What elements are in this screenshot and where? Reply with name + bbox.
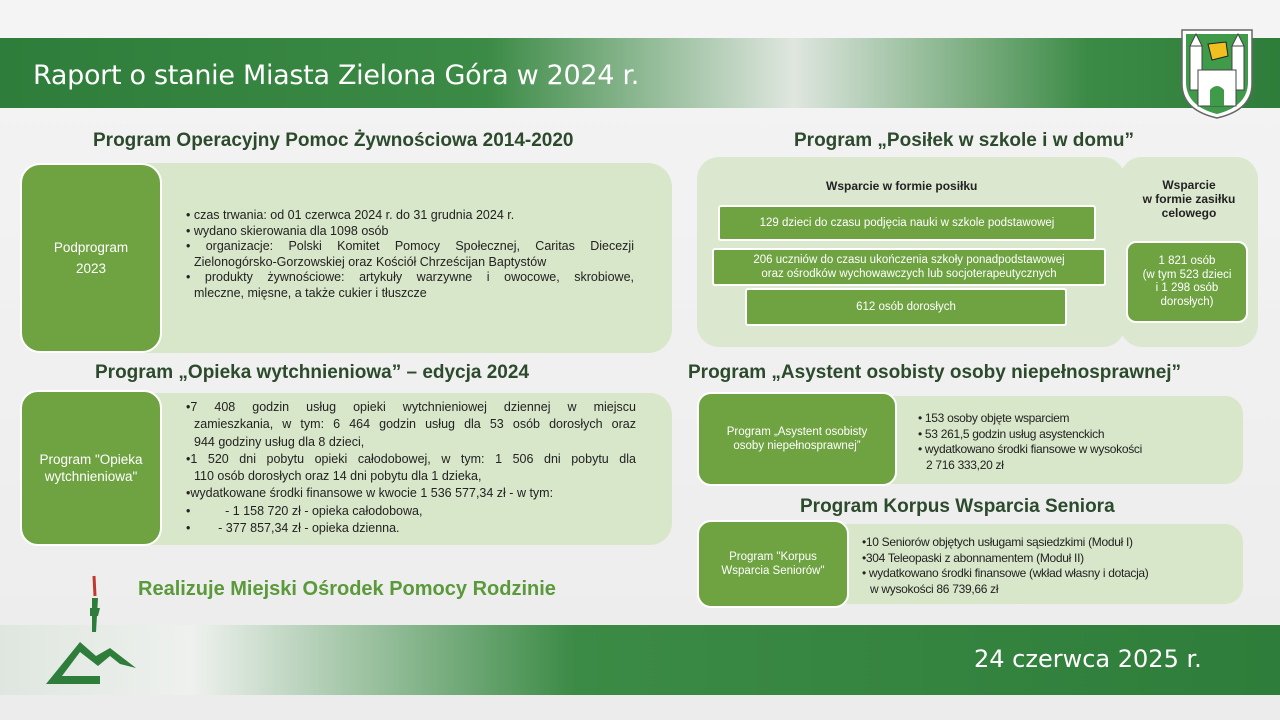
- page-title: Raport o stanie Miasta Zielona Góra w 2024 r.: [33, 60, 640, 91]
- opieka-heading: Program „Opieka wytchnieniowa” – edycja 2024: [95, 362, 530, 383]
- korpus-heading: Program Korpus Wsparcia Seniora: [800, 496, 1115, 517]
- list-item: • wydatkowano środki fiansowe w wysokości: [918, 442, 1142, 456]
- zasilek-box-line4: dorosłych): [1160, 295, 1214, 308]
- opieka-label-line2: wytchnieniowa": [44, 469, 138, 484]
- posilek-box-students: [712, 248, 1106, 286]
- zasilek-title: [1120, 178, 1258, 220]
- list-item: • wydano skierowania dla 1098 osób: [186, 223, 389, 238]
- list-item: •10 Seniorów objętych usługami sąsiedzkimi (Moduł I): [862, 535, 1133, 549]
- list-item: 2 716 333,20 zł: [926, 457, 1004, 472]
- opieka-list: [186, 399, 636, 537]
- asystent-list: [918, 411, 1142, 473]
- list-item: •wydatkowane środki finansowe w kwocie 1 536 577,34 zł - w tym:: [186, 486, 554, 501]
- list-item: • - 377 857,34 zł - opieka dzienna.: [186, 521, 400, 536]
- list-item: mleczne, mięsne, a także cukier i tłuszcze: [194, 285, 427, 300]
- posilek-box-students-line1: 206 uczniów do czasu ukończenia szkoły ponadpodstawowej: [753, 254, 1065, 266]
- asystent-label-box: [697, 392, 897, 486]
- korpus-label-line1: Program "Korpus: [729, 551, 817, 563]
- mopr-logo-icon: [40, 572, 140, 692]
- zasilek-title-line3: celowego: [1161, 206, 1217, 220]
- korpus-label-box: [697, 520, 849, 608]
- list-item: w wysokości 86 739,66 zł: [870, 581, 999, 596]
- opieka-label-line1: Program "Opieka: [39, 452, 143, 467]
- list-item: Zielonogórsko-Gorzowskiej oraz Kościół Chrześcijan Baptystów: [194, 254, 547, 269]
- pomoc-zywnosciowa-list: [186, 208, 634, 301]
- list-item: • 53 261,5 godzin usług asystenckich: [918, 426, 1105, 441]
- asystent-label-line2: osoby niepełnosprawnej”: [733, 440, 861, 452]
- opieka-label-box: [20, 390, 162, 546]
- list-item: zamieszkania, w tym: 6 464 godzin usług dla 53 osób dorosłych oraz: [194, 417, 636, 432]
- list-item: •7 408 godzin usług opieki wytchnieniowej dziennej w miejscu: [186, 400, 636, 414]
- podprogram-label-line2: 2023: [75, 261, 107, 276]
- zasilek-box-line1: 1 821 osób: [1158, 255, 1216, 267]
- korpus-label-line2: Wsparcia Seniorów": [721, 565, 825, 577]
- list-item: •1 520 dni pobytu opieki całodobowej, w tym: 1 506 dni pobytu dla: [186, 451, 636, 466]
- list-item: 944 godziny usług dla 8 dzieci,: [194, 434, 365, 449]
- posilek-box-adults: 612 osób dorosłych: [745, 288, 1067, 326]
- podprogram-label-box: [20, 163, 162, 353]
- city-crest-icon: [1178, 26, 1256, 120]
- asystent-heading: Program „Asystent osobisty osoby niepełnosprawnej”: [688, 362, 1182, 383]
- list-item: • wydatkowano środki finansowe (wkład własny i dotacja): [862, 566, 1149, 580]
- asystent-label-line1: Program „Asystent osobisty: [726, 426, 868, 438]
- posilek-box-students-line2: oraz ośrodków wychowawczych lub socjoterapeutycznych: [761, 268, 1057, 280]
- list-item: • organizacje: Polski Komitet Pomocy Społecznej, Caritas Diecezji: [186, 239, 634, 253]
- pomoc-zywnosciowa-heading: Program Operacyjny Pomoc Żywnościowa 2014-2020: [93, 130, 574, 151]
- list-item: • produkty żywnościowe: artykuły warzywne i owocowe, skrobiowe,: [186, 270, 634, 284]
- podprogram-label-line1: Podprogram: [53, 240, 129, 255]
- list-item: • czas trwania: od 01 czerwca 2024 r. do 31 grudnia 2024 r.: [186, 208, 515, 222]
- realizuje-text: Realizuje Miejski Ośrodek Pomocy Rodzinie: [138, 578, 556, 600]
- posilek-heading: Program „Posiłek w szkole i w domu”: [794, 130, 1134, 151]
- posilek-box-children: 129 dzieci do czasu podjęcia nauki w szkole podstawowej: [718, 205, 1096, 241]
- list-item: • - 1 158 720 zł - opieka całodobowa,: [186, 503, 423, 518]
- korpus-list: [862, 535, 1149, 597]
- list-item: •304 Teleopaski z abonnamentem (Moduł II): [862, 550, 1084, 565]
- footer-date: 24 czerwca 2025 r.: [974, 645, 1202, 673]
- posilek-title: Wsparcie w formie posiłku: [826, 179, 978, 193]
- zasilek-title-line2: w formie zasiłku: [1142, 192, 1236, 206]
- list-item: 110 osób dorosłych oraz 14 dni pobytu dla 1 dzieka,: [194, 469, 482, 484]
- list-item: • 153 osoby objęte wsparciem: [918, 411, 1070, 425]
- zasilek-box: [1126, 241, 1248, 323]
- zasilek-box-line2: (w tym 523 dzieci: [1142, 268, 1232, 281]
- zasilek-title-line1: Wsparcie: [1162, 178, 1216, 192]
- zasilek-box-line3: i 1 298 osób: [1155, 282, 1219, 294]
